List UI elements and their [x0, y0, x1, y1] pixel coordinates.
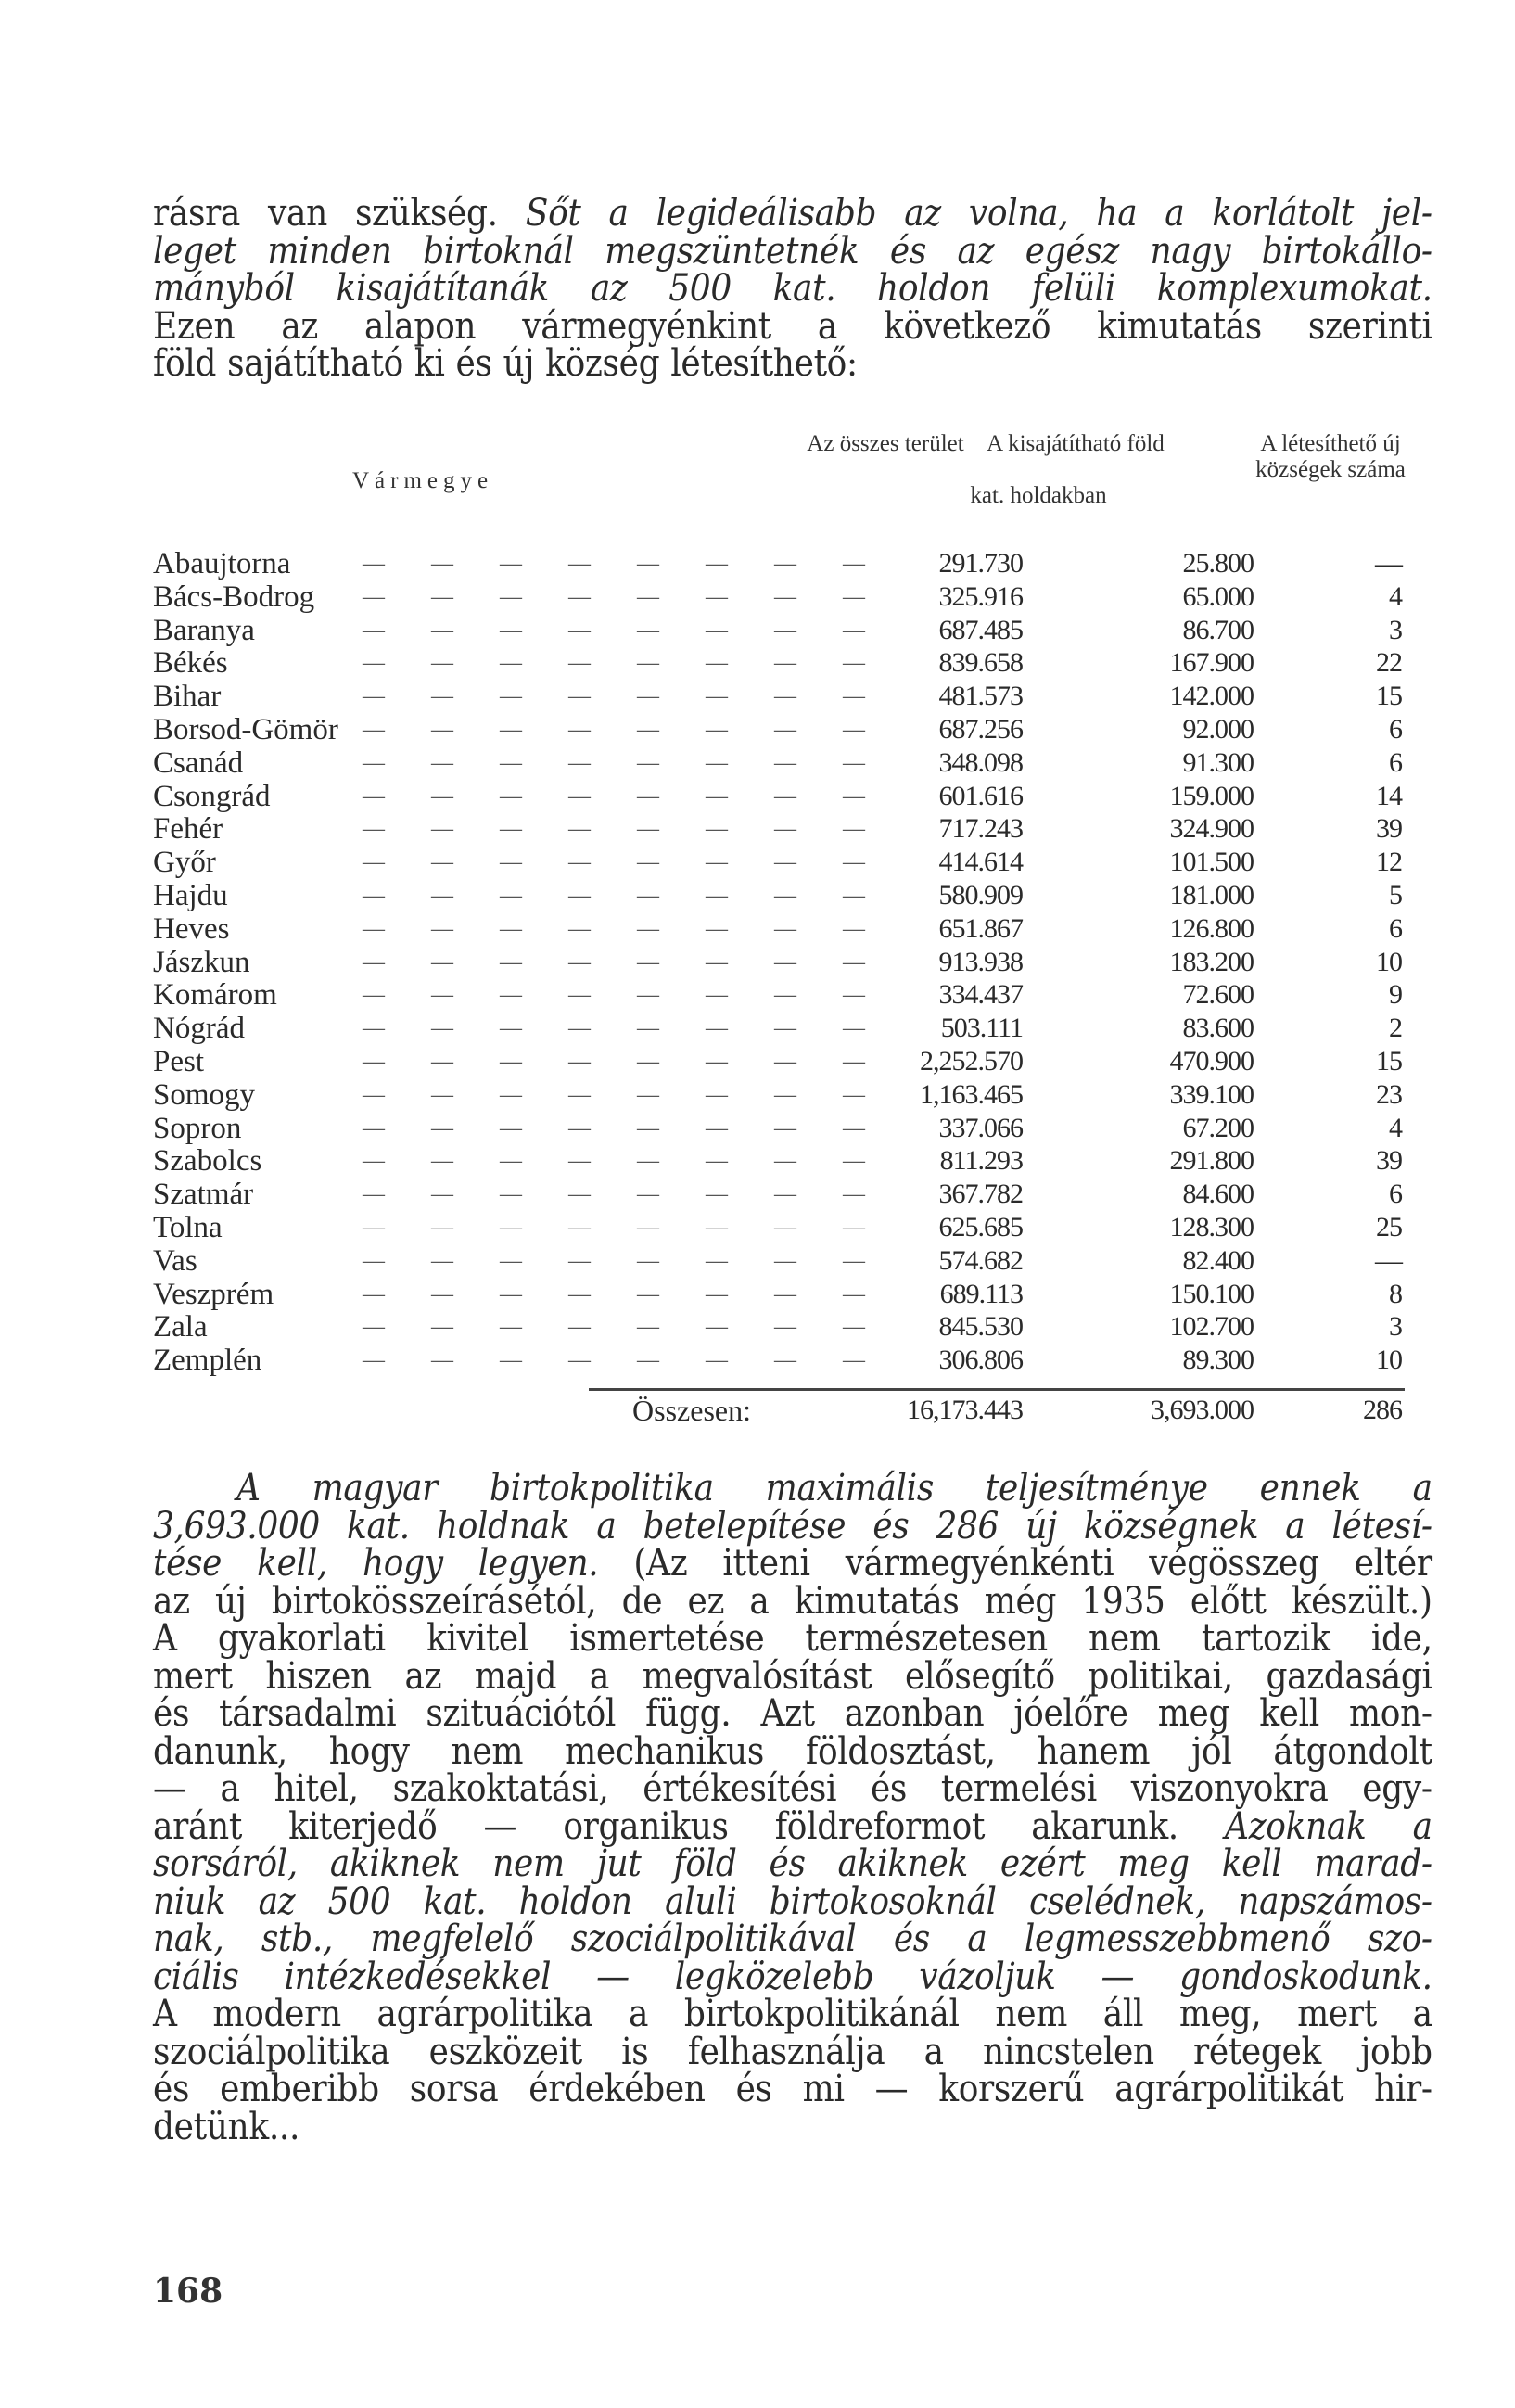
county-name: Fehér [153, 812, 223, 847]
table-row [153, 1278, 1432, 1311]
dot-leader: — — — — — — — — [363, 552, 885, 576]
total-area-cell: 839.658 [938, 647, 1023, 679]
expropriable-cell: 324.900 [1169, 813, 1254, 845]
villages-cell: 5 [1389, 879, 1402, 911]
text-line [153, 267, 1432, 310]
text-line [153, 342, 1432, 385]
table-row [153, 1310, 1432, 1344]
text-line [153, 1995, 1432, 2033]
total-area-cell: 580.909 [938, 879, 1023, 911]
totals-villages: 286 [1363, 1395, 1402, 1425]
county-name: Szatmár [153, 1178, 254, 1212]
total-area-cell: 574.682 [938, 1244, 1023, 1276]
table-row [153, 1045, 1432, 1078]
total-area-cell: 717.243 [938, 813, 1023, 845]
text-line [153, 1617, 1432, 1660]
total-area-cell: 481.573 [938, 681, 1023, 712]
text-line [153, 2070, 1432, 2109]
text-run: A gyakorlati kivitel ismertetése természetesen nem tartozik ide, [153, 1617, 1432, 1660]
table-row [153, 1211, 1432, 1244]
villages-cell: 3 [1389, 1311, 1402, 1343]
text-line [153, 1579, 1432, 1623]
villages-cell: 14 [1376, 780, 1402, 811]
dot-leader: — — — — — — — — [363, 850, 885, 875]
closing-paragraph [153, 1467, 1432, 2148]
table-row [153, 846, 1432, 879]
text-line [153, 192, 1432, 235]
dot-leader: — — — — — — — — [363, 750, 885, 775]
county-name: Komárom [153, 978, 277, 1013]
county-name: Nógrád [153, 1012, 245, 1046]
villages-cell: 6 [1389, 713, 1402, 745]
table-row [153, 879, 1432, 912]
header-total-area: Az összes terület [807, 431, 964, 456]
totals-label: Összesen: [632, 1394, 751, 1427]
total-area-cell: 1,163.465 [920, 1078, 1023, 1110]
total-rule [589, 1388, 1405, 1391]
dot-leader: — — — — — — — — [363, 883, 885, 908]
text-line [153, 229, 1432, 273]
table-row [153, 1144, 1432, 1178]
expropriable-cell: 181.000 [1169, 879, 1254, 911]
text-line [153, 1692, 1432, 1735]
italic-run: Sőt a legideálisabb az volna, ha a korlátolt jel- [525, 192, 1432, 235]
total-area-cell: 651.867 [938, 912, 1023, 944]
total-area-cell: 913.938 [938, 946, 1023, 977]
italic-run: sorsáról, akiknek nem jut föld és akiknek ezért meg kell marad- [153, 1842, 1432, 1885]
expropriable-cell: 183.200 [1169, 946, 1254, 977]
table-row [153, 978, 1432, 1012]
dot-leader: — — — — — — — — [363, 817, 885, 842]
total-area-cell: 503.111 [940, 1013, 1023, 1044]
table-row [153, 1178, 1432, 1211]
dot-leader: — — — — — — — — [363, 1348, 885, 1373]
table-row [153, 946, 1432, 979]
villages-cell: 15 [1376, 681, 1402, 712]
county-name: Abaujtorna [153, 547, 291, 580]
totals-area: 16,173.443 [907, 1395, 1023, 1425]
expropriable-cell: 82.400 [1182, 1244, 1254, 1276]
expropriable-cell: 167.900 [1169, 647, 1254, 679]
table-row [153, 912, 1432, 946]
text-run: mert hiszen az majd a megvalósítást elősegítő politikai, gazdasági [153, 1654, 1432, 1698]
text-run: aránt kiterjedő — organikus földreformot akarunk. [153, 1804, 1226, 1848]
table-row [153, 547, 1432, 580]
villages-cell: 8 [1389, 1278, 1402, 1309]
table-row [153, 713, 1432, 746]
table-row [153, 646, 1432, 680]
villages-cell: 4 [1389, 580, 1402, 612]
italic-run: mányból kisajátítanák az 500 kat. holdon felüli komplexumokat. [153, 267, 1432, 310]
county-name: Hajdu [153, 878, 228, 912]
total-area-cell: 687.485 [938, 614, 1023, 645]
text-run: A modern agrárpolitika a birtokpolitikánál nem áll meg, mert a [153, 1993, 1432, 2035]
dot-leader: — — — — — — — — [363, 584, 885, 609]
text-line [153, 1842, 1432, 1885]
villages-cell: 12 [1376, 847, 1402, 878]
table-row [153, 1244, 1432, 1278]
text-run: (Az itteni vármegyénkénti végösszeg eltér [633, 1542, 1432, 1585]
dot-leader: — — — — — — — — [363, 1248, 885, 1273]
county-name: Csanád [153, 745, 244, 780]
text-run: — a hitel, szakoktatási, értékesítési és termelési viszonyokra egy- [153, 1767, 1432, 1810]
text-run: detünk... [153, 2105, 300, 2148]
dot-leader: — — — — — — — — [363, 1082, 885, 1107]
county-name: Békés [153, 646, 228, 681]
header-county: Vármegye [352, 468, 494, 493]
italic-run: nak, stb., megfelelő szociálpolitikával és a legmesszebbmenő szo- [153, 1917, 1432, 1960]
expropriable-cell: 86.700 [1182, 614, 1254, 645]
dot-leader: — — — — — — — — [363, 1315, 885, 1340]
villages-cell: 6 [1389, 912, 1402, 944]
total-area-cell: 337.066 [938, 1112, 1023, 1143]
dot-leader: — — — — — — — — [363, 1016, 885, 1041]
expropriable-cell: 470.900 [1169, 1045, 1254, 1077]
italic-run: tése kell, hogy legyen. [153, 1542, 634, 1585]
total-area-cell: 625.685 [938, 1211, 1023, 1242]
dot-leader: — — — — — — — — [363, 1182, 885, 1207]
text-run: szociálpolitika eszközeit is felhasználja a nincstelen rétegek jobb [153, 2030, 1432, 2073]
italic-run: ciális intézkedésekkel — legközelebb vázoljuk — gondoskodunk. [153, 1955, 1432, 1998]
dot-leader: — — — — — — — — [363, 1281, 885, 1306]
expropriable-cell: 291.800 [1169, 1145, 1254, 1177]
expropriable-cell: 150.100 [1169, 1278, 1254, 1309]
county-name: Szabolcs [153, 1144, 262, 1179]
expropriable-cell: 25.800 [1182, 548, 1254, 579]
county-name: Jászkun [153, 945, 250, 979]
text-line [153, 1804, 1432, 1848]
text-run: rásra van szükség. [153, 192, 526, 235]
county-name: Vas [153, 1243, 197, 1278]
dot-leader: — — — — — — — — [363, 1115, 885, 1140]
table-row [153, 614, 1432, 647]
county-name: Sopron [153, 1111, 242, 1145]
table-row [153, 812, 1432, 846]
italic-run: A magyar birtokpolitika maximális teljesítménye ennek a [236, 1467, 1432, 1510]
dot-leader: — — — — — — — — [363, 717, 885, 742]
county-name: Csongrád [153, 779, 271, 813]
table-row [153, 780, 1432, 813]
expropriable-cell: 159.000 [1169, 780, 1254, 811]
villages-cell: 15 [1376, 1045, 1402, 1077]
total-area-cell: 348.098 [938, 746, 1023, 778]
text-line [153, 2030, 1432, 2073]
villages-cell: 39 [1376, 813, 1402, 845]
county-name: Győr [153, 846, 216, 880]
villages-cell: 6 [1389, 1179, 1402, 1210]
total-area-cell: 306.806 [938, 1344, 1023, 1376]
county-name: Heves [153, 911, 230, 946]
table-row [153, 680, 1432, 713]
county-name: Pest [153, 1044, 205, 1078]
page-number: 168 [153, 2272, 223, 2311]
expropriable-cell: 72.600 [1182, 979, 1254, 1011]
total-area-cell: 334.437 [938, 979, 1023, 1011]
text-run: föld sajátítható ki és új község létesíthető: [153, 342, 858, 385]
expropriable-cell: 128.300 [1169, 1211, 1254, 1242]
italic-run: 3,693.000 kat. holdnak a betelepítése és 286 új községnek a létesí- [153, 1504, 1432, 1548]
county-name: Zala [153, 1310, 208, 1344]
header-new-villages: A létesíthető új községek száma [1255, 431, 1406, 482]
italic-run: niuk az 500 kat. holdon aluli birtokosoknál cselédnek, napszámos- [153, 1879, 1432, 1923]
table-row [153, 580, 1432, 614]
total-area-cell: 845.530 [938, 1311, 1023, 1343]
dot-leader: — — — — — — — — [363, 651, 885, 676]
total-area-cell: 325.916 [938, 580, 1023, 612]
italic-run: Azoknak a [1225, 1804, 1432, 1848]
expropriable-cell: 339.100 [1169, 1078, 1254, 1110]
header-unit: kat. holdakban [970, 483, 1107, 508]
expropriable-cell: 67.200 [1182, 1112, 1254, 1143]
dot-leader: — — — — — — — — [363, 1215, 885, 1240]
table-row [153, 1078, 1432, 1112]
total-area-cell: 687.256 [938, 713, 1023, 745]
total-area-cell: 291.730 [938, 548, 1023, 579]
county-name: Veszprém [153, 1277, 274, 1311]
table-row [153, 1112, 1432, 1145]
table-row [153, 746, 1432, 780]
text-run: danunk, hogy nem mechanikus földosztást, hanem jól átgondolt [153, 1729, 1432, 1773]
text-line [153, 1879, 1432, 1923]
villages-cell: 3 [1389, 614, 1402, 645]
villages-cell: — [1375, 1244, 1402, 1276]
expropriable-cell: 89.300 [1182, 1344, 1254, 1376]
dot-leader: — — — — — — — — [363, 1149, 885, 1174]
text-run: Ezen az alapon vármegyénkint a következő kimutatás szerinti [153, 304, 1432, 348]
county-name: Zemplén [153, 1344, 262, 1378]
total-area-cell: 601.616 [938, 780, 1023, 811]
county-table [153, 547, 1432, 1377]
total-area-cell: 811.293 [939, 1145, 1023, 1177]
text-line [153, 1504, 1432, 1548]
expropriable-cell: 83.600 [1182, 1013, 1254, 1044]
total-area-cell: 414.614 [938, 847, 1023, 878]
totals-row [153, 1394, 1432, 1427]
total-area-cell: 2,252.570 [920, 1045, 1023, 1077]
table-header [153, 431, 1432, 542]
villages-cell: 39 [1376, 1145, 1402, 1177]
villages-cell: 10 [1376, 946, 1402, 977]
dot-leader: — — — — — — — — [363, 784, 885, 809]
county-name: Somogy [153, 1077, 256, 1112]
expropriable-cell: 84.600 [1182, 1179, 1254, 1210]
text-line [153, 1467, 1432, 1510]
dot-leader: — — — — — — — — [363, 983, 885, 1008]
villages-cell: 10 [1376, 1344, 1402, 1376]
italic-run: leget minden birtoknál megszüntetnék és az egész nagy birtokállo- [153, 229, 1432, 273]
expropriable-cell: 65.000 [1182, 580, 1254, 612]
text-line [153, 1542, 1432, 1585]
expropriable-cell: 102.700 [1169, 1311, 1254, 1343]
dot-leader: — — — — — — — — [363, 916, 885, 941]
text-line [153, 1654, 1432, 1698]
dot-leader: — — — — — — — — [363, 684, 885, 709]
villages-cell: 4 [1389, 1112, 1402, 1143]
county-name: Tolna [153, 1210, 223, 1244]
villages-cell: 2 [1389, 1013, 1402, 1044]
villages-cell: 9 [1389, 979, 1402, 1011]
county-name: Bács-Bodrog [153, 580, 315, 614]
villages-cell: 23 [1376, 1078, 1402, 1110]
county-name: Baranya [153, 613, 255, 647]
expropriable-cell: 91.300 [1182, 746, 1254, 778]
villages-cell: 6 [1389, 746, 1402, 778]
table-row [153, 1012, 1432, 1045]
text-run: és emberibb sorsa érdekében és mi — korszerű agrárpolitikát hir- [153, 2068, 1432, 2110]
text-run: és társadalmi szituációtól függ. Azt azonban jóelőre meg kell mon- [153, 1692, 1432, 1735]
text-line [153, 2105, 1432, 2148]
expropriable-cell: 142.000 [1169, 681, 1254, 712]
header-expropriable-land: A kisajátítható föld [987, 431, 1165, 456]
text-line [153, 1917, 1432, 1960]
dot-leader: — — — — — — — — [363, 949, 885, 975]
total-area-cell: 367.782 [938, 1179, 1023, 1210]
villages-cell: 25 [1376, 1211, 1402, 1242]
text-line [153, 1955, 1432, 1998]
text-line [153, 1767, 1432, 1810]
expropriable-cell: 92.000 [1182, 713, 1254, 745]
text-run: az új birtokösszeírásétól, de ez a kimutatás még 1935 előtt készült.) [153, 1579, 1432, 1623]
expropriable-cell: 101.500 [1169, 847, 1254, 878]
expropriable-cell: 126.800 [1169, 912, 1254, 944]
villages-cell: — [1375, 548, 1402, 579]
villages-cell: 22 [1376, 647, 1402, 679]
text-line [153, 1729, 1432, 1773]
table-row [153, 1344, 1432, 1377]
county-name: Bihar [153, 680, 222, 714]
county-name: Borsod-Gömör [153, 712, 338, 746]
dot-leader: — — — — — — — — [363, 618, 885, 643]
intro-paragraph [153, 192, 1432, 385]
totals-expropriable: 3,693.000 [1151, 1395, 1254, 1425]
text-line [153, 304, 1432, 348]
total-area-cell: 689.113 [939, 1278, 1023, 1309]
dot-leader: — — — — — — — — [363, 1049, 885, 1074]
